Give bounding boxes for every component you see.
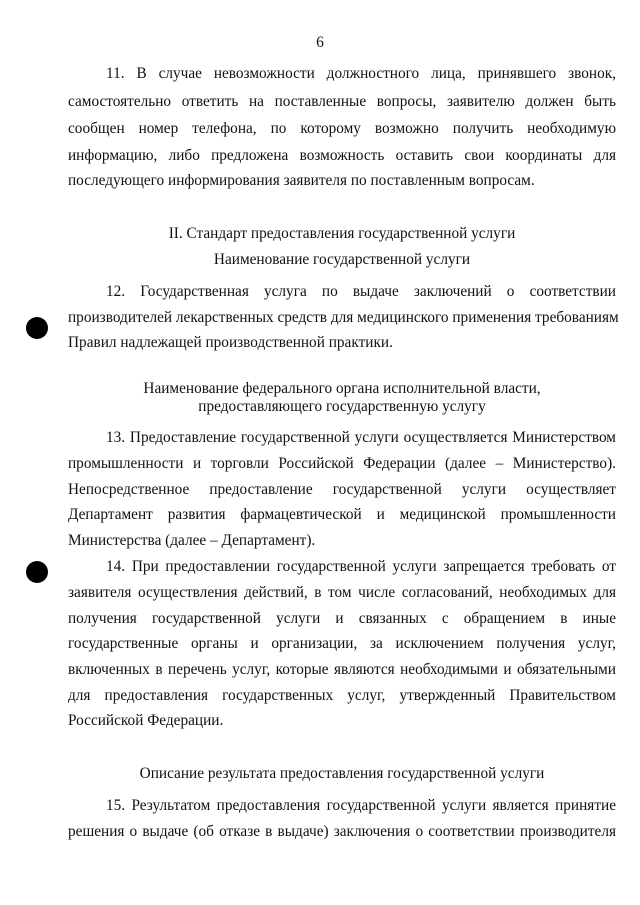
punch-hole-mark	[26, 561, 48, 583]
paragraph-line: Департамент развития фармацевтической и медицинской промышленности	[68, 506, 616, 523]
paragraph-line: 15. Результатом предоставления государственной услуги является принятие	[106, 797, 616, 814]
subheading-service-name: Наименование государственной услуги	[213, 251, 471, 268]
paragraph-line: 14. При предоставлении государственной услуги запрещается требовать от	[106, 558, 616, 575]
subheading-result: Описание результата предоставления государственной услуги	[139, 765, 545, 782]
paragraph-line: включенных в перечень услуг, которые являются необходимыми и обязательными	[68, 661, 616, 678]
paragraph-line: для предоставления государственных услуг, утвержденный Правительством	[68, 687, 616, 704]
paragraph-line: промышленности и торговли Российской Федерации (далее – Министерство).	[68, 455, 616, 472]
paragraph-line: 13. Предоставление государственной услуги осуществляется Министерством	[106, 429, 616, 446]
paragraph-line: Российской Федерации.	[68, 712, 224, 729]
paragraph-line: 12. Государственная услуга по выдаче заключений о соответствии	[106, 283, 616, 300]
paragraph-line: заявителя осуществления действий, в том числе согласований, необходимых для	[68, 584, 616, 601]
paragraph-line: производителей лекарственных средств для медицинского применения требованиям	[68, 309, 619, 326]
paragraph-line: Министерства (далее – Департамент).	[68, 532, 316, 549]
paragraph-line: самостоятельно ответить на поставленные вопросы, заявителю должен быть	[68, 93, 616, 110]
paragraph-line: решения о выдаче (об отказе в выдаче) заключения о соответствии производителя	[68, 823, 616, 840]
paragraph-line: сообщен номер телефона, по которому возможно получить необходимую	[68, 120, 616, 137]
paragraph-line: информацию, либо предложена возможность оставить свои координаты для	[68, 147, 616, 164]
punch-hole-mark	[26, 317, 48, 339]
section-title: II. Стандарт предоставления государственной услуги	[168, 225, 516, 242]
paragraph-line: последующего информирования заявителя по поставленным вопросам.	[68, 172, 535, 189]
paragraph-line: 11. В случае невозможности должностного лица, принявшего звонок,	[106, 65, 616, 82]
paragraph-line: государственные органы и организации, за исключением получения услуг,	[68, 635, 616, 652]
paragraph-line: Непосредственное предоставление государственной услуги осуществляет	[68, 481, 616, 498]
subheading-federal-body: предоставляющего государственную услугу	[198, 398, 486, 415]
page-number: 6	[316, 34, 324, 51]
paragraph-line: получения государственной услуги и связанных с обращением в иные	[68, 610, 616, 627]
paragraph-line: Правил надлежащей производственной практики.	[68, 334, 393, 351]
subheading-federal-body: Наименование федерального органа исполнительной власти,	[143, 380, 541, 397]
